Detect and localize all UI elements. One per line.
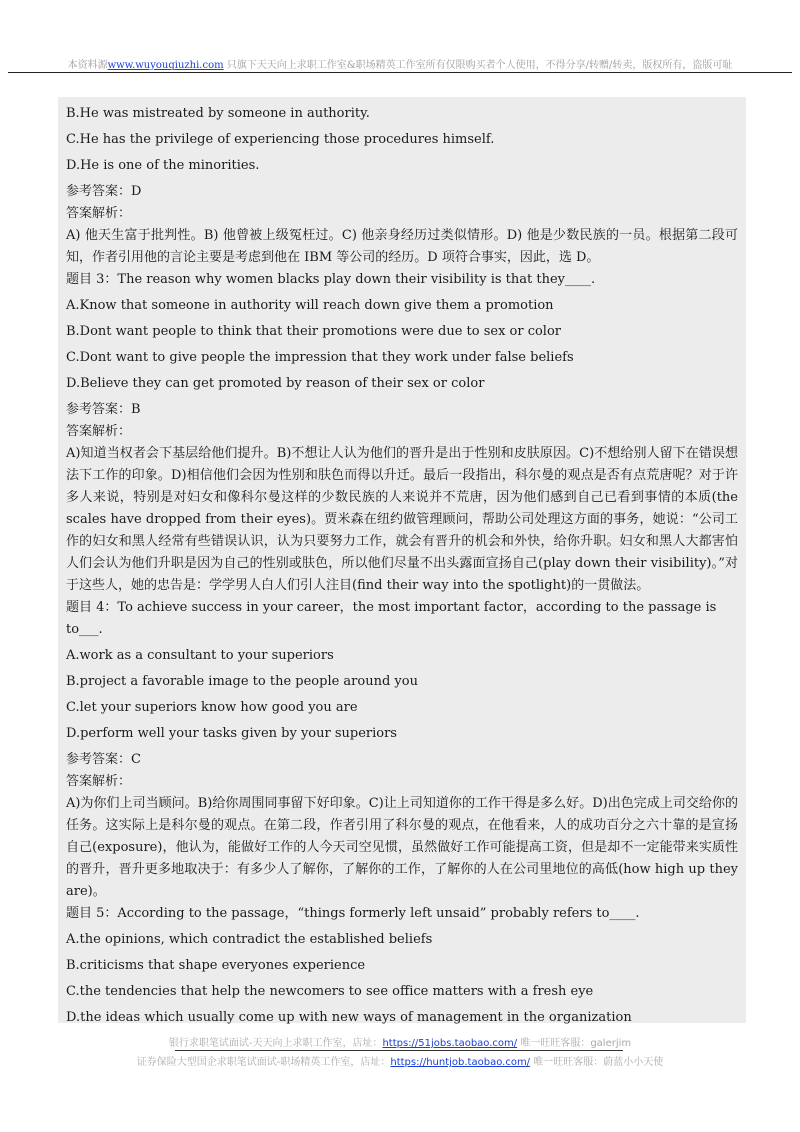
q4-option-d: D.perform well your tasks given by your superiors xyxy=(66,726,397,741)
q5-option-a: A.the opinions, which contradict the established beliefs xyxy=(66,932,433,947)
footer-line-1 xyxy=(0,1034,800,1049)
q4-analysis-label: 答案解析： xyxy=(66,774,132,789)
q4-option-b: B.project a favorable image to the people around you xyxy=(66,674,418,689)
footer-line1-prefix: 银行求职笔试面试-天天向上求职工作室，店址： xyxy=(168,1038,383,1049)
q2-answer: 参考答案：D xyxy=(66,184,142,199)
q5-title: 题目 5：According to the passage，“things formerly left unsaid” probably refers to____. xyxy=(66,906,640,921)
q3-option-a: A.Know that someone in authority will reach down give them a promotion xyxy=(66,298,554,313)
q3-answer: 参考答案：B xyxy=(66,402,141,417)
q3-option-c: C.Dont want to give people the impression that they work under false beliefs xyxy=(66,350,574,365)
q3-option-b: B.Dont want people to think that their promotions were due to sex or color xyxy=(66,324,562,339)
q5-option-b: B.criticisms that shape everyones experience xyxy=(66,958,366,973)
footer-line1-suffix: 唯一旺旺客服：galerjim xyxy=(517,1038,632,1049)
q2-analysis-label: 答案解析： xyxy=(66,206,132,221)
footer-rule xyxy=(175,1050,623,1051)
document-body xyxy=(58,97,746,1023)
footer-line2-suffix: 唯一旺旺客服：蔚蓝小小天使 xyxy=(530,1057,664,1068)
q3-title: 题目 3：The reason why women blacks play down their visibility is that they____. xyxy=(66,272,596,287)
header-rule xyxy=(8,72,792,73)
q4-option-a: A.work as a consultant to your superiors xyxy=(66,648,334,663)
q2-option-c: C.He has the privilege of experiencing those procedures himself. xyxy=(66,132,495,147)
q2-option-b: B.He was mistreated by someone in authority. xyxy=(66,106,370,121)
q2-analysis: A) 他天生富于批判性。B) 他曾被上级冤枉过。C) 他亲身经历过类似情形。D) 他是少数民族的一员。根据第二段可知，作者引用他的言论主要是考虑到他在 IBM 等公司的经历。D 项符合事实，因此，选 D。 xyxy=(66,228,738,265)
footer-line2-link[interactable]: https://huntjob.taobao.com/ xyxy=(390,1057,531,1068)
q3-option-d: D.Believe they can get promoted by reason of their sex or color xyxy=(66,376,485,391)
q5-option-d: D.the ideas which usually come up with new ways of management in the organization xyxy=(66,1010,632,1025)
q3-analysis-label: 答案解析： xyxy=(66,424,132,439)
q2-option-d: D.He is one of the minorities. xyxy=(66,158,260,173)
q5-option-c: C.the tendencies that help the newcomers to see office matters with a fresh eye xyxy=(66,984,594,999)
header-suffix: 只旗下天天向上求职工作室&职场精英工作室所有仅限购买者个人使用，不得分享/转赠/转卖，版权所有，盗版可耻 xyxy=(223,60,733,71)
q4-option-c: C.let your superiors know how good you are xyxy=(66,700,358,715)
q3-analysis: A)知道当权者会下基层给他们提升。B)不想让人认为他们的晋升是出于性别和皮肤原因。C)不想给别人留下在错误想法下工作的印象。D)相信他们会因为性别和肤色而得以升迁。最后一段指出，科尔曼的观点是否有点荒唐呢？对于许多人来说，特别是对妇女和像科尔曼这样的少数民族的人来说并不荒唐，因为他们感到自己已看到事情的本质(the scales have dropped from their eyes)。贾米森在纽约做管理顾问，帮助公司处理这方面的事务，她说：“公司工作的妇女和黑人经常有些错误认识，认为只要努力工作，就会有晋升的机会和外快，给你升职。妇女和黑人大都害怕人们会认为他们升职是因为自己的性别或肤色，所以他们尽量不出头露面宣扬自己(play down their visibility)。”对于这些人，她的忠告是：学学男人白人们引人注目(find their way into the spotlight)的一贯做法。 xyxy=(66,446,738,593)
q4-title: 题目 4：To achieve success in your career，the most important factor，according to the passage is to___. xyxy=(66,600,717,637)
footer-line1-link[interactable]: https://51jobs.taobao.com/ xyxy=(382,1038,518,1049)
q4-answer: 参考答案：C xyxy=(66,752,141,767)
header-prefix: 本资料源 xyxy=(67,60,108,71)
page-header xyxy=(0,56,800,71)
q4-analysis: A)为你们上司当顾问。B)给你周围同事留下好印象。C)让上司知道你的工作干得是多么好。D)出色完成上司交给你的任务。这实际上是科尔曼的观点。在第二段，作者引用了科尔曼的观点，在他看来，人的成功百分之六十靠的是宣扬自己(exposure)，他认为，能做好工作的人今天司空见惯，虽然做好工作可能提高工资，但是却不一定能带来实质性的晋升，晋升更多地取决于：有多少人了解你，了解你的工作，了解你的人在公司里地位的高低(how high up they are)。 xyxy=(66,796,738,899)
footer-line2-prefix: 证券保险大型国企求职笔试面试-职场精英工作室，店址： xyxy=(136,1057,391,1068)
footer-line-2 xyxy=(0,1053,800,1068)
header-link[interactable]: www.wuyouqiuzhi.com xyxy=(107,60,224,71)
